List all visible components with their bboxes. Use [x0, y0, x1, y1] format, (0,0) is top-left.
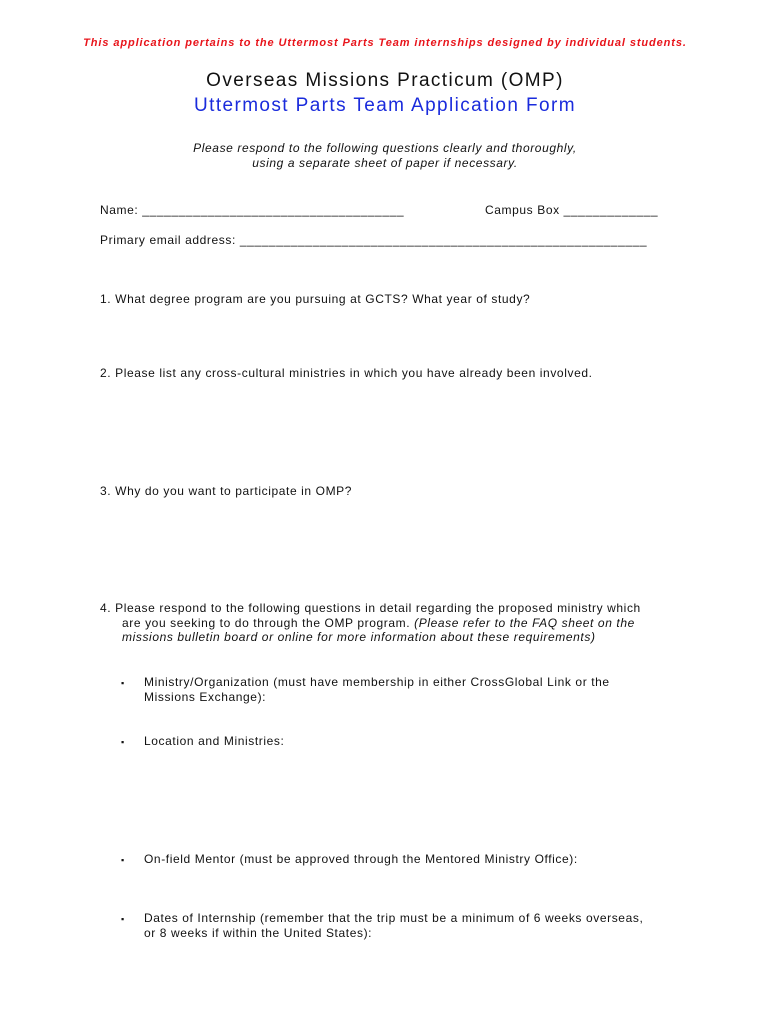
form-title: Overseas Missions Practicum (OMP)	[206, 70, 564, 91]
bullet-icon: ▪	[121, 855, 125, 865]
bullet-icon: ▪	[121, 737, 125, 747]
question-3: 3. Why do you want to participate in OMP?	[100, 484, 353, 498]
name-field[interactable]: Name: ____________________________________	[100, 203, 405, 217]
campus-box-field[interactable]: Campus Box _____________	[485, 203, 659, 217]
bullet-ministry-organization-line-1: Ministry/Organization (must have membership in either CrossGlobal Link or the	[144, 675, 610, 689]
question-4-line-1: 4. Please respond to the following questions in detail regarding the proposed ministry which	[100, 601, 641, 615]
bullet-on-field-mentor: On-field Mentor (must be approved through the Mentored Ministry Office):	[144, 852, 578, 866]
question-4-faq-note: (Please refer to the FAQ sheet on the	[414, 616, 635, 630]
bullet-dates-of-internship-line-1: Dates of Internship (remember that the trip must be a minimum of 6 weeks overseas,	[144, 911, 644, 925]
bullet-icon: ▪	[121, 678, 125, 688]
bullet-icon: ▪	[121, 914, 125, 924]
form-subtitle: Uttermost Parts Team Application Form	[194, 95, 576, 116]
bullet-location-ministries: Location and Ministries:	[144, 734, 285, 748]
question-4-line-3: missions bulletin board or online for more information about these requirements)	[122, 630, 596, 644]
intro-notice: This application pertains to the Uttermost Parts Team internships designed by individual students.	[83, 37, 687, 49]
instructions-line-2: using a separate sheet of paper if necessary.	[252, 156, 518, 170]
email-field[interactable]: Primary email address: ________________________________________________________	[100, 233, 648, 247]
bullet-dates-of-internship-line-2: or 8 weeks if within the United States):	[144, 926, 373, 940]
question-1: 1. What degree program are you pursuing at GCTS? What year of study?	[100, 292, 531, 306]
question-4-line-2	[122, 616, 635, 630]
instructions-line-1: Please respond to the following questions clearly and thoroughly,	[193, 141, 577, 155]
bullet-ministry-organization-line-2: Missions Exchange):	[144, 690, 267, 704]
question-2: 2. Please list any cross-cultural ministries in which you have already been involved.	[100, 366, 593, 380]
question-4-line-2-text: are you seeking to do through the OMP program.	[122, 616, 415, 630]
